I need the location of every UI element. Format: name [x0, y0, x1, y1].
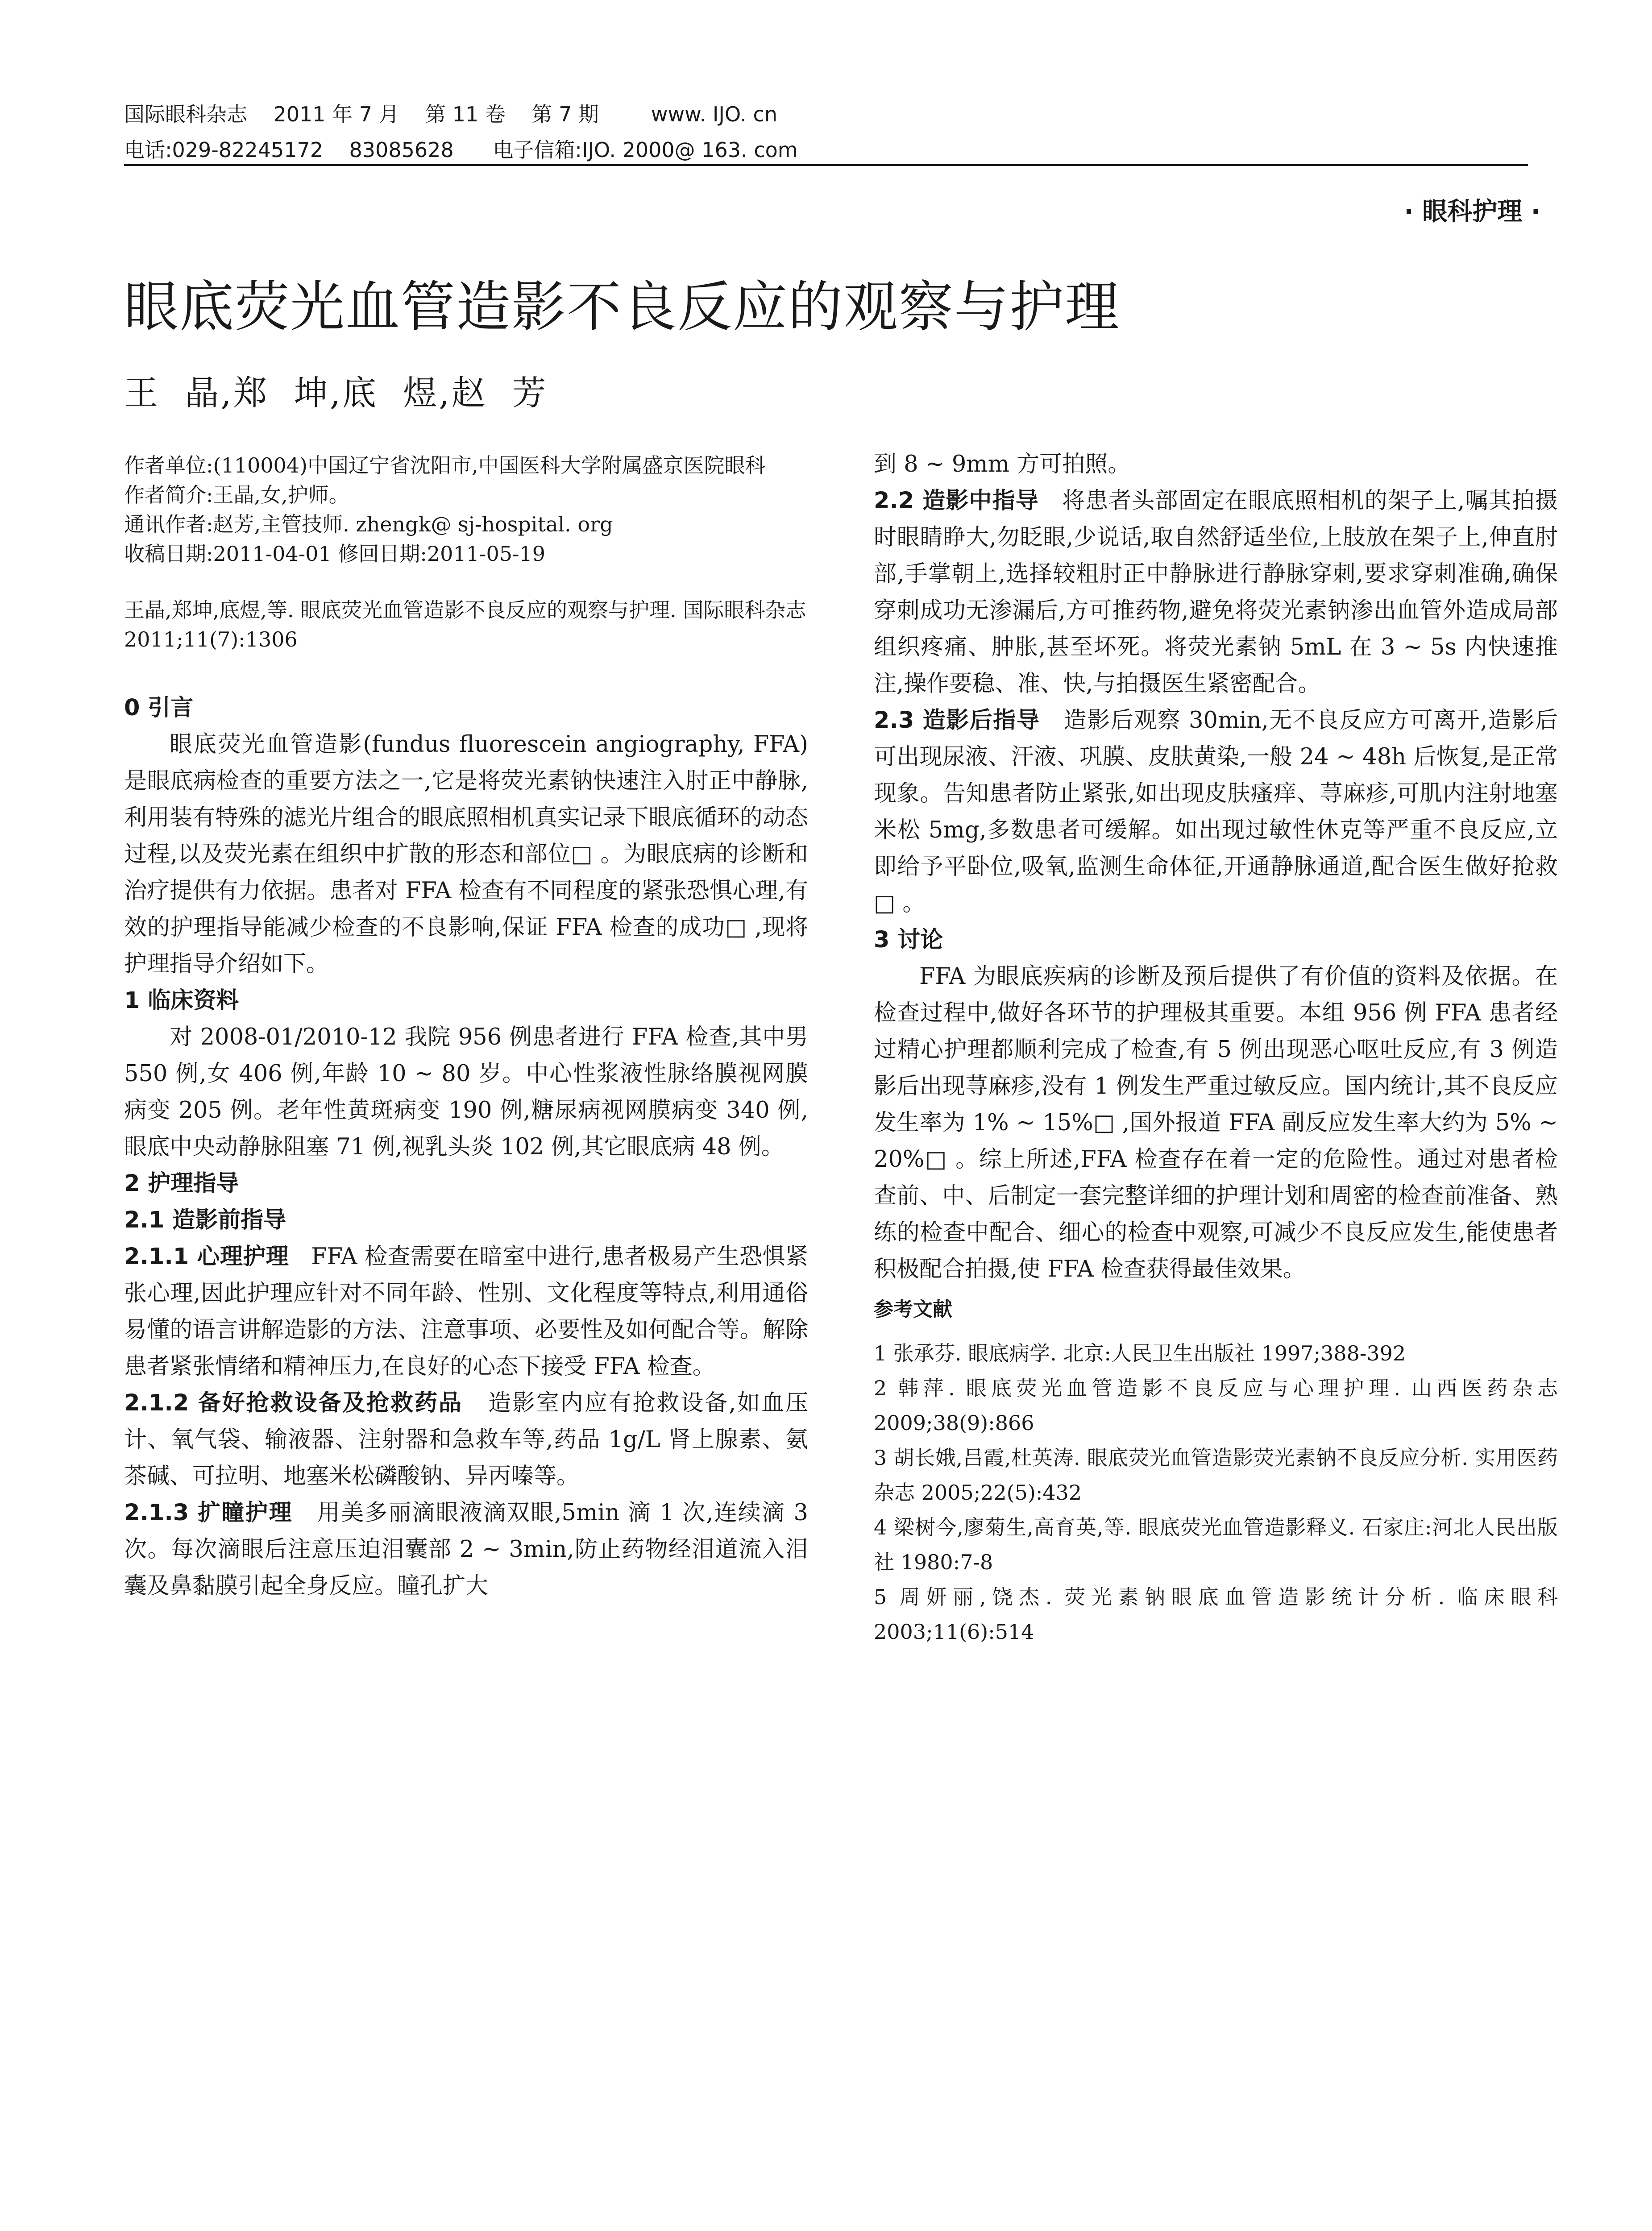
post-angiography-paragraph — [874, 702, 1558, 922]
affiliation: 作者单位:(110004)中国辽宁省沈阳市,中国医科大学附属盛京医院眼科 — [124, 453, 766, 477]
heading-introduction: 0 引言 — [124, 695, 194, 721]
during-angiography-paragraph — [874, 483, 1558, 702]
post-angiography-text: 造影后观察 30min,无不良反应方可离开,造影后可出现尿液、汗液、巩膜、皮肤黄染,一般 24 ~ 48h 后恢复,是正常现象。告知患者防止紧张,如出现皮肤瘙痒、荨麻疹,可肌内注射地塞米松 5mg,多数患者可缓解。如出现过敏性休克等严重不良反应,立即给予平卧位,吸氧,监测生命体征,开通静脉通道,配合医生做好抢救□ 。 — [874, 707, 1558, 916]
heading-pre-angiography: 2.1 造影前指导 — [124, 1207, 286, 1233]
heading-clinical-data: 1 临床资料 — [124, 987, 239, 1014]
article-title: 眼底荧光血管造影不良反应的观察与护理 — [124, 275, 1120, 339]
citation: 王晶,郑坤,底煜,等. 眼底荧光血管造影不良反应的观察与护理. 国际眼科杂志 2011;11(7):1306 — [124, 598, 806, 651]
clinical-data-paragraph: 对 2008-01/2010-12 我院 956 例患者进行 FFA 检查,其中男 550 例,女 406 例,年龄 10 ~ 80 岁。中心性浆液性脉络膜视网膜病变 205 例。老年性黄斑病变 190 例,糖尿病视网膜病变 340 例,眼底中央动静脉阻塞 71 例,视乳头炎 102 例,其它眼底病 48 例。 — [124, 1024, 808, 1160]
rescue-equipment-paragraph — [124, 1385, 808, 1495]
section-label: · 眼科护理 · — [1404, 197, 1540, 226]
references-heading: 参考文献 — [874, 1298, 952, 1321]
during-angiography-text: 将患者头部固定在眼底照相机的架子上,嘱其拍摄时眼睛睁大,勿眨眼,少说话,取自然舒适坐位,上肢放在架子上,伸直肘部,手掌朝上,选择较粗肘正中静脉进行静脉穿刺,要求穿刺准确,确保穿刺成功无渗漏后,方可推药物,避免将荧光素钠渗出血管外造成局部组织疼痛、肿胀,甚至坏死。将荧光素钠 5mL 在 3 ~ 5s 内快速推注,操作要稳、准、快,与拍摄医生紧密配合。 — [874, 488, 1558, 697]
during-angiography-label: 2.2 造影中指导 — [874, 488, 1039, 514]
heading-discussion: 3 讨论 — [874, 927, 943, 953]
mydriasis-label: 2.1.3 扩瞳护理 — [124, 1500, 293, 1526]
reference-item: 2 韩萍. 眼底荧光血管造影不良反应与心理护理. 山西医药杂志 2009;38(9):866 — [874, 1376, 1558, 1435]
mydriasis-paragraph — [124, 1495, 808, 1605]
author-intro: 作者简介:王晶,女,护师。 — [124, 483, 349, 507]
psychological-nursing-label: 2.1.1 心理护理 — [124, 1244, 289, 1270]
article-meta — [124, 451, 808, 568]
mydriasis-text: 用美多丽滴眼液滴双眼,5min 滴 1 次,连续滴 3 次。每次滴眼后注意压迫泪囊部 2 ~ 3min,防止药物经泪道流入泪囊及鼻黏膜引起全身反应。瞳孔扩大 — [124, 1500, 808, 1599]
corresponding-author: 通讯作者:赵芳,主管技师. zhengk@ sj-hospital. org — [124, 512, 613, 536]
reference-item: 3 胡长娥,吕霞,杜英涛. 眼底荧光血管造影荧光素钠不良反应分析. 实用医药杂志 2005;22(5):432 — [874, 1446, 1558, 1505]
reference-item: 1 张承芬. 眼底病学. 北京:人民卫生出版社 1997;388-392 — [874, 1341, 1406, 1365]
mydriasis-continuation: 到 8 ~ 9mm 方可拍照。 — [874, 451, 1131, 477]
introduction-paragraph: 眼底荧光血管造影(fundus fluorescein angiography, FFA)是眼底病检查的重要方法之一,它是将荧光素钠快速注入肘正中静脉,利用装有特殊的滤光片组合的眼底照相机真实记录下眼底循环的动态过程,以及荧光素在组织中扩散的形态和部位□ 。为眼底病的诊断和治疗提供有力依据。患者对 FFA 检查有不同程度的紧张恐惧心理,有效的护理指导能减少检查的不良影响,保证 FFA 检查的成功□ ,现将护理指导介绍如下。 — [124, 731, 808, 977]
rescue-equipment-text: 造影室内应有抢救设备,如血压计、氧气袋、输液器、注射器和急救车等,药品 1g/L 肾上腺素、氨茶碱、可拉明、地塞米松磷酸钠、异丙嗪等。 — [124, 1390, 809, 1489]
rescue-equipment-label: 2.1.2 备好抢救设备及抢救药品 — [124, 1390, 463, 1416]
reference-item: 5 周妍丽,饶杰. 荧光素钠眼底血管造影统计分析. 临床眼科 2003;11(6):514 — [874, 1585, 1558, 1644]
right-column — [874, 446, 1558, 1649]
article-dates: 收稿日期:2011-04-01 修回日期:2011-05-19 — [124, 542, 546, 566]
journal-header-line: 国际眼科杂志 2011 年 7 月 第 11 卷 第 7 期 www. IJO. cn — [124, 102, 777, 126]
article-authors: 王 晶,郑 坤,底 煜,赵 芳 — [124, 373, 548, 413]
discussion-paragraph: FFA 为眼底疾病的诊断及预后提供了有价值的资料及依据。在检查过程中,做好各环节的护理极其重要。本组 956 例 FFA 患者经过精心护理都顺利完成了检查,有 5 例出现恶心呕吐反应,有 3 例造影后出现荨麻疹,没有 1 例发生严重过敏反应。国内统计,其不良反应发生率为 1% ~ 15%□ ,国外报道 FFA 副反应发生率大约为 5% ~ 20%□ 。综上所述,FFA 检查存在着一定的危险性。通过对患者检查前、中、后制定一套完整详细的护理计划和周密的检查前准备、熟练的检查中配合、细心的检查中观察,可减少不良反应发生,能使患者积极配合拍摄,使 FFA 检查获得最佳效果。 — [874, 963, 1558, 1282]
psychological-nursing-paragraph — [124, 1239, 808, 1385]
post-angiography-label: 2.3 造影后指导 — [874, 707, 1040, 734]
journal-contact-line: 电话:029-82245172 83085628 电子信箱:IJO. 2000@ 163. com — [124, 138, 798, 162]
header-rule — [124, 164, 1528, 166]
psychological-nursing-text: FFA 检查需要在暗室中进行,患者极易产生恐惧紧张心理,因此护理应针对不同年龄、性别、文化程度等特点,利用通俗易懂的语言讲解造影的方法、注意事项、必要性及如何配合等。解除患者紧张情绪和精神压力,在良好的心态下接受 FFA 检查。 — [124, 1244, 808, 1380]
heading-nursing-guidance: 2 护理指导 — [124, 1170, 239, 1197]
left-column — [124, 451, 808, 1605]
reference-item: 4 梁树今,廖菊生,高育英,等. 眼底荧光血管造影释义. 石家庄:河北人民出版社 1980:7-8 — [874, 1515, 1558, 1574]
